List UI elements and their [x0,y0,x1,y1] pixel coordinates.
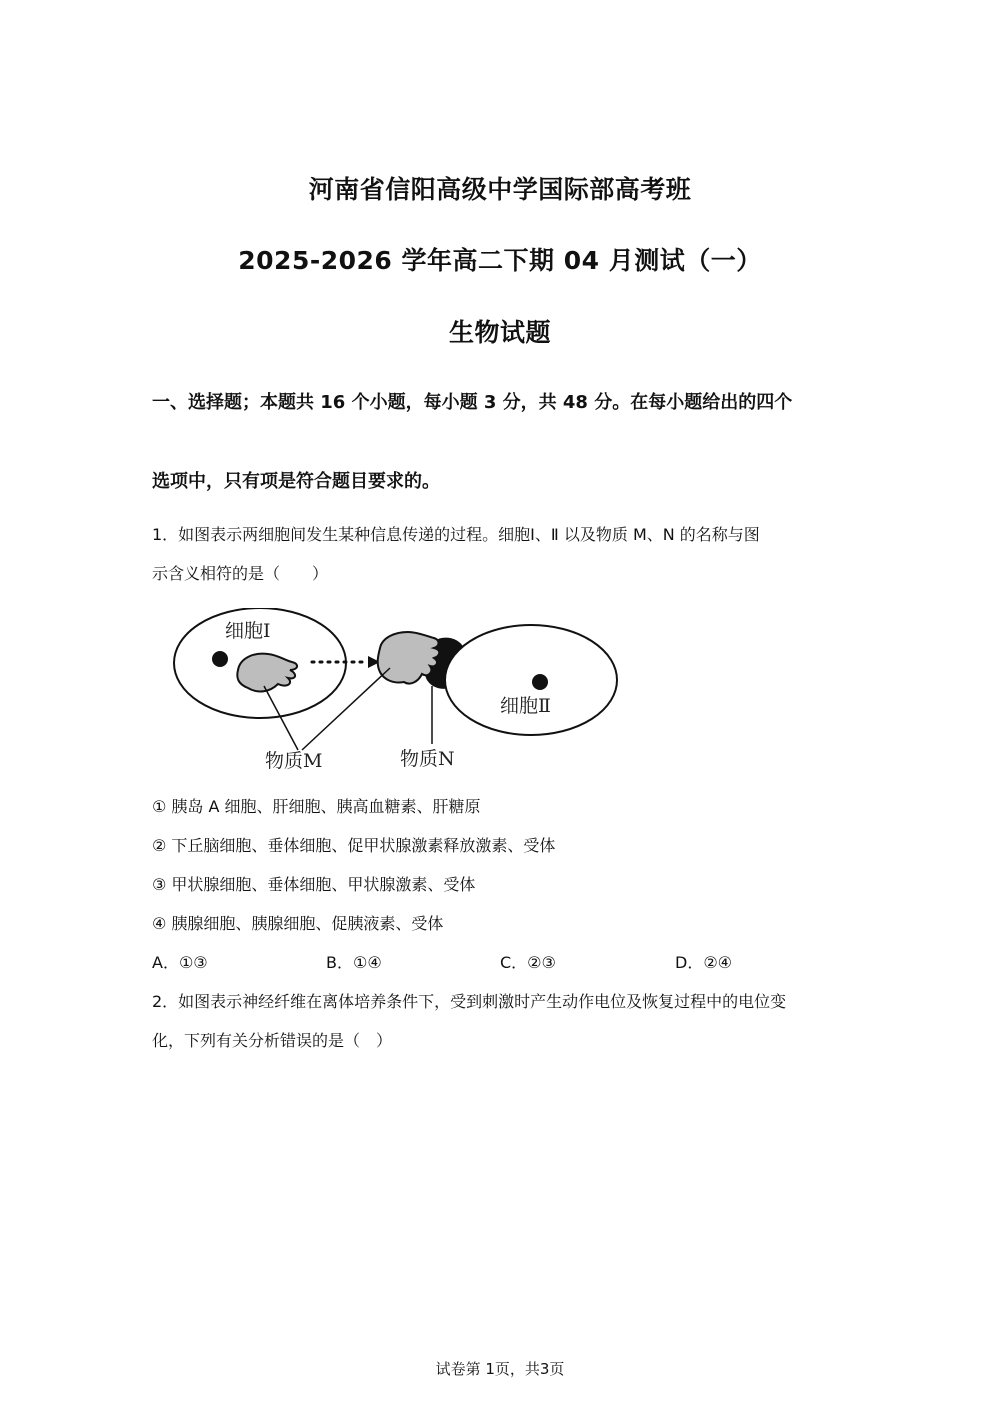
question-1-item-1: ① 胰岛 A 细胞、肝细胞、胰高血糖素、肝糖原 [152,797,481,816]
question-1-option-c: C．②③ [500,953,556,972]
question-2-stem-line1: 2．如图表示神经纤维在离体培养条件下，受到刺激时产生动作电位及恢复过程中的电位变 [152,992,787,1011]
question-1-stem-line1: 1．如图表示两细胞间发生某种信息传递的过程。细胞Ⅰ、Ⅱ 以及物质 M、N 的名称与图 [152,525,760,544]
substance-n-label: 物质N [400,748,455,770]
cell-signaling-diagram [168,608,628,782]
page-footer: 试卷第 1页，共3页 [435,1360,565,1378]
question-1-stem-line2: 示含义相符的是（ ） [152,564,329,583]
section-heading-line2: 选项中，只有项是符合题目要求的。 [152,471,440,492]
cell-1-nucleus [212,651,228,667]
substance-m-label: 物质M [265,750,323,772]
question-1-option-d: D．②④ [675,953,733,972]
question-2-stem-line2: 化，下列有关分析错误的是（ ） [152,1031,393,1050]
cell-2-outline [445,625,617,735]
cell-1-label: 细胞Ⅰ [225,620,271,642]
question-1-item-3: ③ 甲状腺细胞、垂体细胞、甲状腺激素、受体 [152,875,476,894]
school-title: 河南省信阳高级中学国际部高考班 [308,175,692,204]
subject-title: 生物试题 [448,318,551,347]
section-heading-line1: 一、选择题；本题共 16 个小题，每小题 3 分，共 48 分。在每小题给出的四个 [152,392,793,413]
question-1-option-b: B．①④ [326,953,382,972]
question-1-item-2: ② 下丘脑细胞、垂体细胞、促甲状腺激素释放激素、受体 [152,836,556,855]
question-1-item-4: ④ 胰腺细胞、胰腺细胞、促胰液素、受体 [152,914,444,933]
cell-2-label: 细胞Ⅱ [500,695,551,717]
cell-2-nucleus [532,674,548,690]
exam-title: 2025-2026 学年高二下期 04 月测试（一） [238,246,762,275]
question-1-option-a: A．①③ [152,953,208,972]
